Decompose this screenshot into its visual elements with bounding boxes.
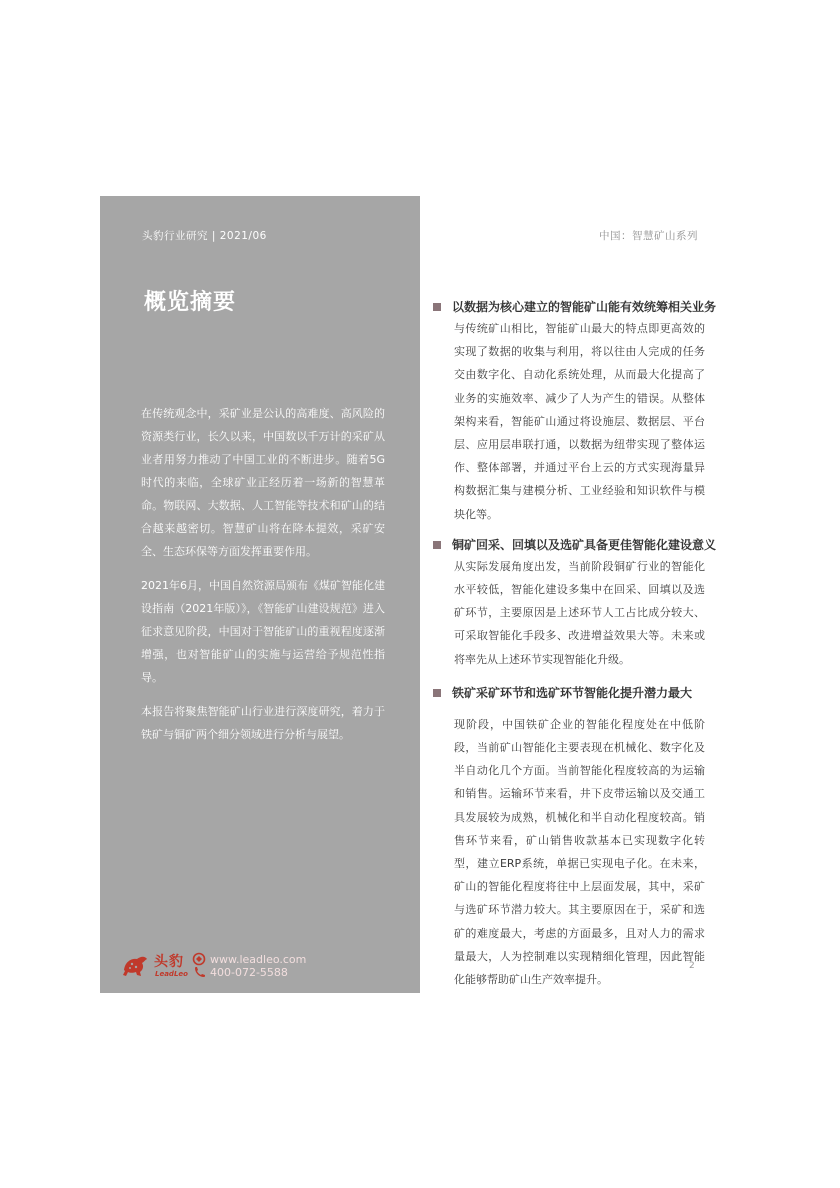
findings-list [431,297,717,991]
leopard-logo-icon [121,950,149,978]
website-link[interactable]: www.leadleo.com [210,953,307,966]
report-header-left: 头豹行业研究 | 2021/06 [142,230,267,242]
summary-text [141,402,385,757]
finding-section [431,297,717,526]
phone-number: 400-072-5588 [210,966,288,979]
finding-section [431,535,717,671]
leadleo-logo [121,950,321,982]
logo-chinese-name: 头豹 [154,954,184,970]
summary-panel [100,196,420,993]
summary-paragraph: 在传统观念中，采矿业是公认的高难度、高风险的资源类行业，长久以来，中国数以千万计的采矿从业者用努力推动了中国工业的不断进步。随着5G时代的来临，全球矿业正经历着一场新的智慧革命。物联网、大数据、人工智能等技术和矿山的结合越来越密切。智慧矿山将在降本提效，采矿安全、生态环保等方面发挥重要作用。 [141,407,385,558]
web-icon [194,954,205,965]
page-number: 2 [689,961,695,971]
finding-section [431,683,705,991]
finding-title [431,683,705,703]
finding-title [431,535,717,555]
logo-english-name: LeadLeo [155,970,188,978]
finding-body: 现阶段，中国铁矿企业的智能化程度处在中低阶段，当前矿山智能化主要表现在机械化、数字化及半自动化几个方面。当前智能化程度较高的为运输和销售。运输环节来看，井下皮带运输以及交通工具发展较为成熟，机械化和半自动化程度较高。销售环节来看，矿山销售收款基本已实现数字化转型，建立ERP系统，单据已实现电子化。在未来，矿山的智能化程度将往中上层面发展，其中，采矿与选矿环节潜力较大。其主要原因在于，采矿和选矿的难度最大，考虑的方面最多，且对人力的需求量最大，人为控制难以实现精细化管理，因此智能化能够帮助矿山生产效率提升。 [454,717,705,987]
finding-body: 从实际发展角度出发，当前阶段铜矿行业的智能化水平较低，智能化建设多集中在回采、回填以及选矿环节，主要原因是上述环节人工占比成分较大、可采取智能化手段多、改进增益效果大等。未来或将率先从上述环节实现智能化升级。 [454,559,705,666]
page-title: 概览摘要 [144,290,237,315]
square-bullet-icon [433,689,441,697]
finding-title-text: 铁矿采矿环节和选矿环节智能化提升潜力最大 [452,685,693,700]
finding-title [431,297,717,317]
square-bullet-icon [433,303,441,311]
finding-body: 与传统矿山相比，智能矿山最大的特点即更高效的实现了数据的收集与利用，将以往由人完成的任务交由数字化、自动化系统处理，从而最大化提高了业务的实施效率、减少了人为产生的错误。从整体架构来看，智能矿山通过将设施层、数据层、平台层、应用层串联打通，以数据为纽带实现了整体运作、整体部署，并通过平台上云的方式实现海量异构数据汇集与建模分析、工业经验和知识软件与模块化等。 [454,322,705,521]
report-header-right: 中国：智慧矿山系列 [599,230,698,242]
contact-info [210,953,306,979]
phone-icon [195,967,205,977]
finding-title-text: 铜矿回采、回填以及选矿具备更佳智能化建设意义 [452,537,717,552]
finding-title-text: 以数据为核心建立的智能矿山能有效统筹相关业务 [452,300,717,314]
report-page [100,196,717,993]
contact-icons [191,952,207,980]
summary-paragraph: 本报告将聚焦智能矿山行业进行深度研究，着力于铁矿与铜矿两个细分领域进行分析与展望。 [141,705,385,741]
summary-paragraph: 2021年6月，中国自然资源局颁布《煤矿智能化建设指南（2021年版）》，《智能矿山建设规范》进入征求意见阶段，中国对于智能矿山的重视程度逐渐增强，也对智能矿山的实施与运营给予规范性指导。 [141,579,385,684]
square-bullet-icon [433,541,441,549]
